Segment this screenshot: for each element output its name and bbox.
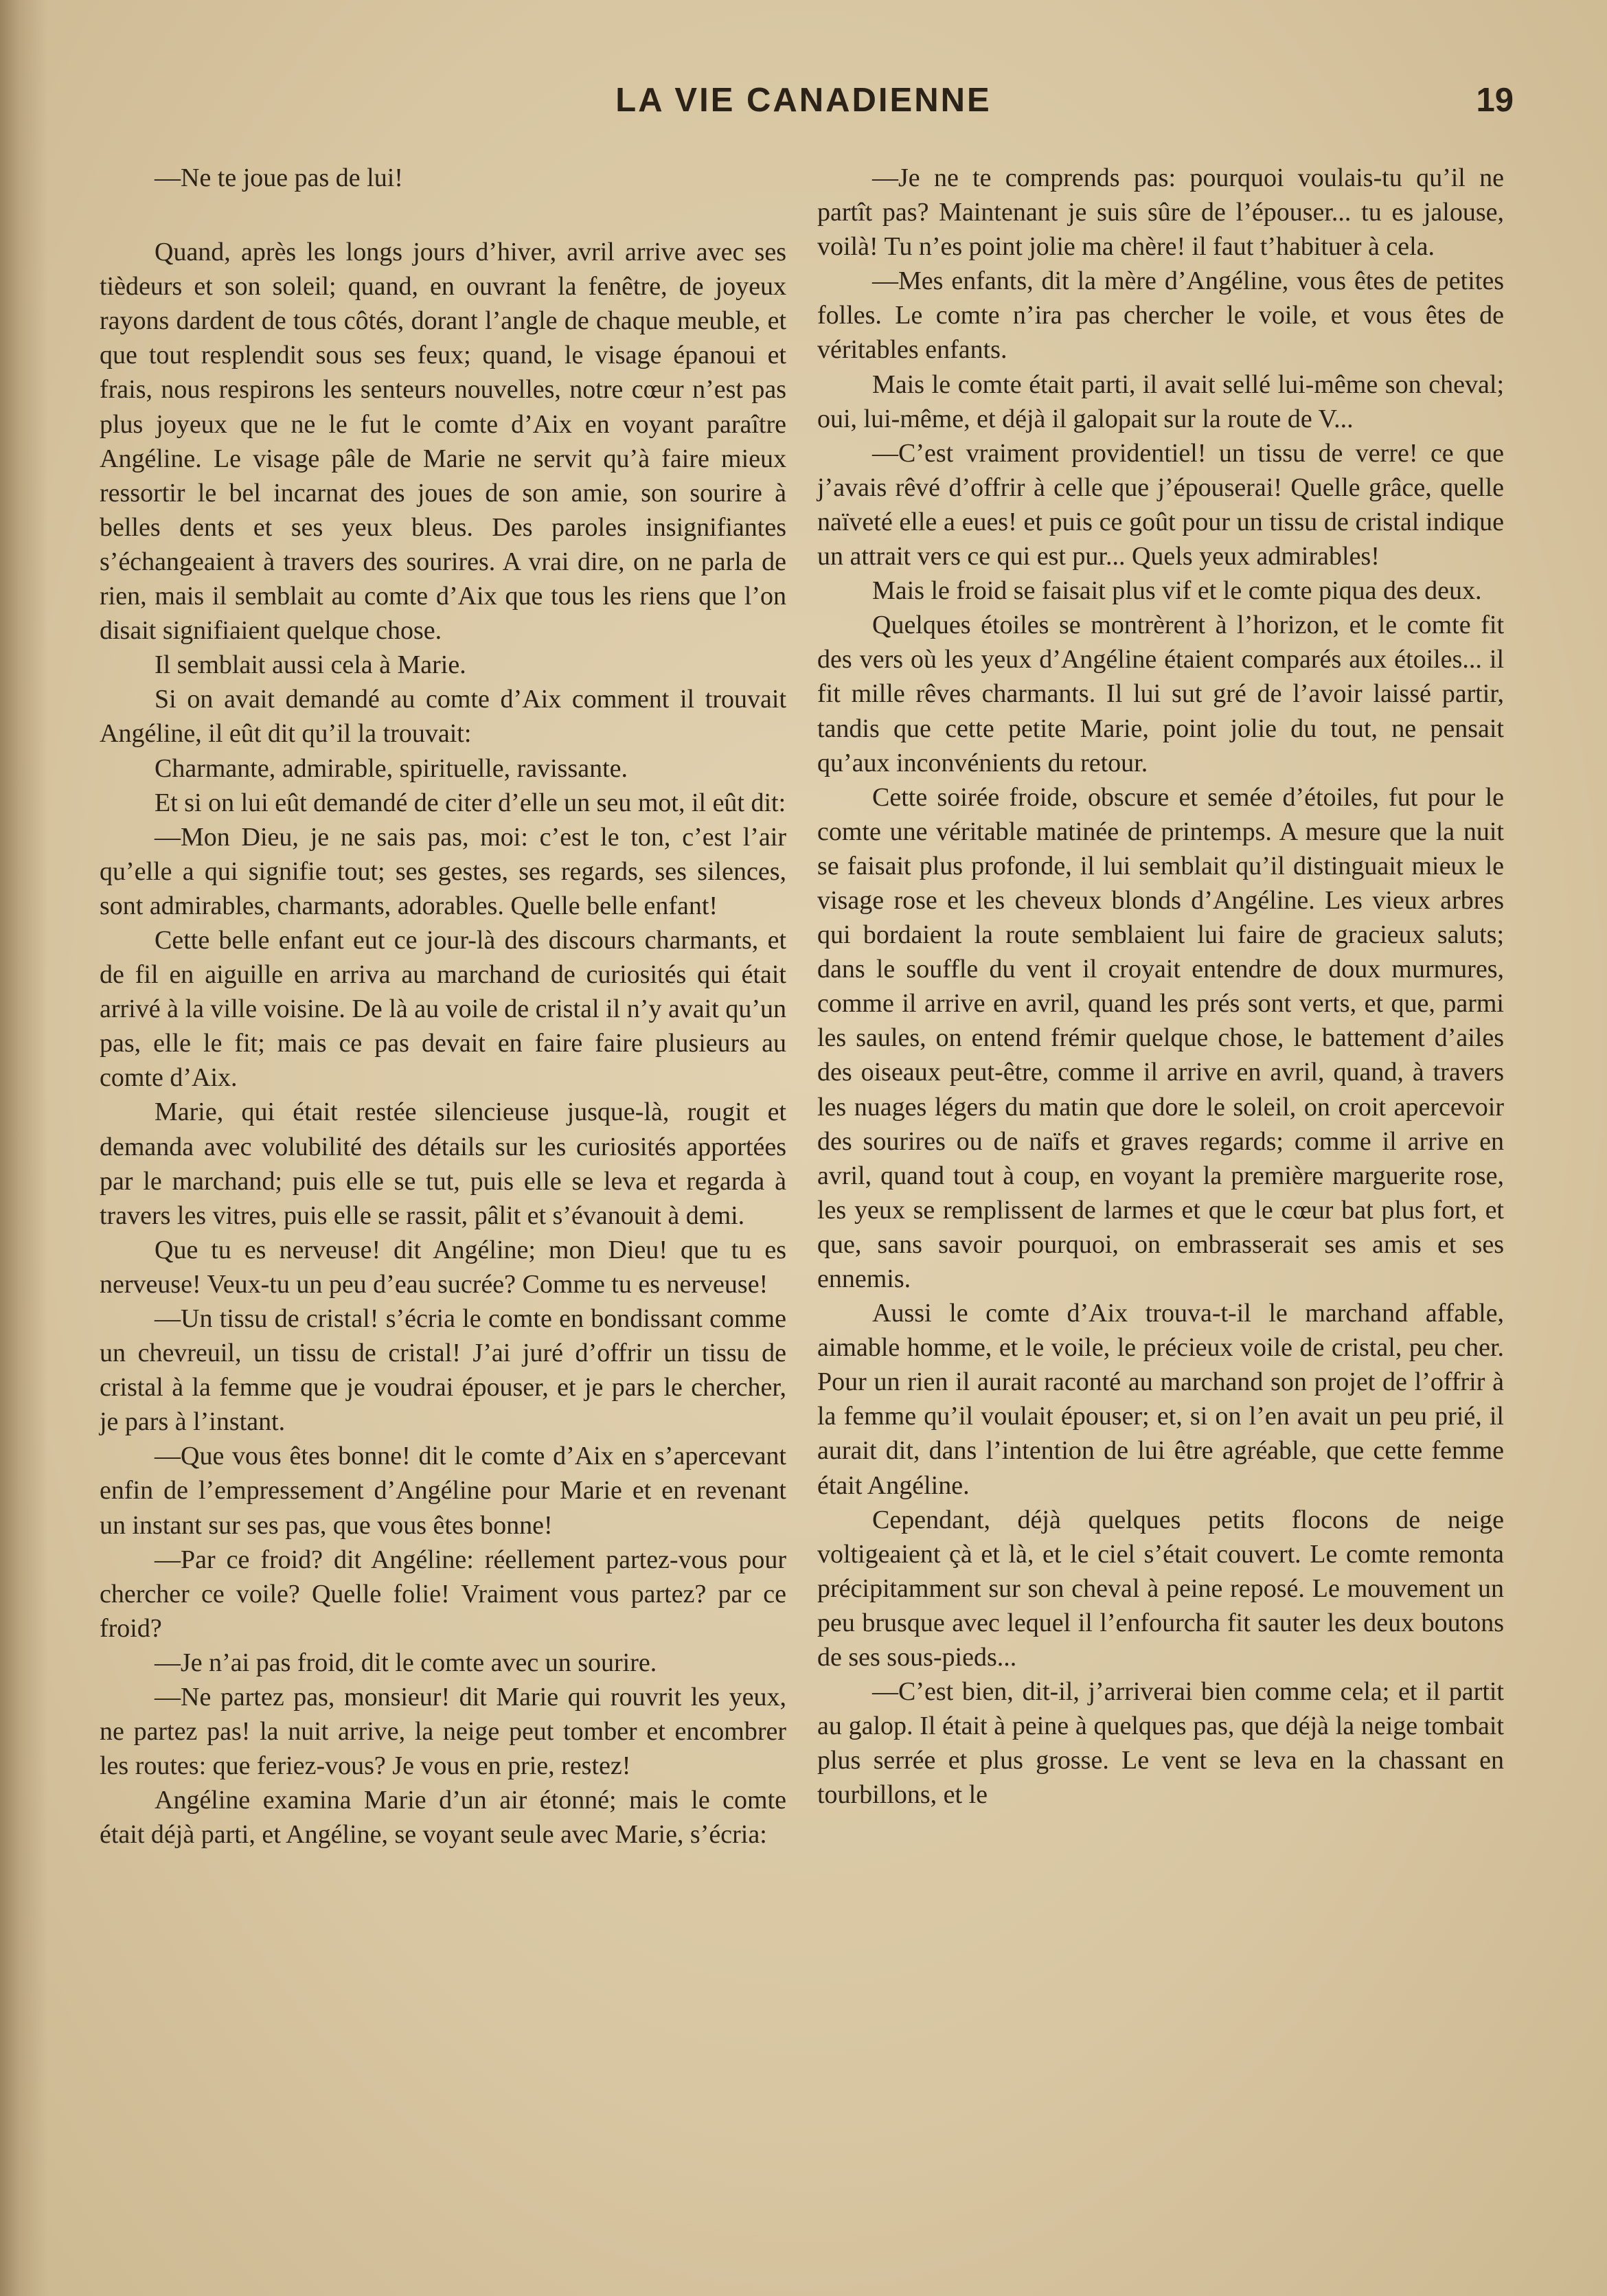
paragraph: Il semblait aussi cela à Marie. xyxy=(155,650,466,680)
paragraph: —C’est vraiment providentiel! un tissu de verre! ce que j’avais rêvé d’offrir à celle que j’épouserai! Quelle grâce, quelle naïveté elle a eues! et puis ce goût pour un tissu de cristal indique un attrait vers ce qui est pur... Quels yeux admirables! xyxy=(817,438,1504,571)
left-column xyxy=(100,161,786,1852)
paragraph: Mais le froid se faisait plus vif et le comte piqua des deux. xyxy=(872,576,1482,606)
paragraph: Marie, qui était restée silencieuse jusque-là, rougit et demanda avec volubilité des détails sur les curiosités apportées par le marchand; puis elle se tut, puis elle se leva et regarda à travers les vitres, puis elle se rassit, pâlit et s’évanouit à demi. xyxy=(100,1098,786,1230)
right-column xyxy=(817,161,1504,1812)
paragraph: Angéline examina Marie d’un air étonné; mais le comte était déjà parti, et Angéline, se voyant seule avec Marie, s’écria: xyxy=(100,1786,786,1850)
paragraph: —Je ne te comprends pas: pourquoi voulais-tu qu’il ne partît pas? Maintenant je suis sûre de l’épouser... tu es jalouse, voilà! Tu n’es point jolie ma chère! il faut t’habituer à cela. xyxy=(817,163,1504,262)
running-head xyxy=(0,81,1607,129)
paragraph: Que tu es nerveuse! dit Angéline; mon Dieu! que tu es nerveuse! Veux-tu un peu d’eau sucrée? Comme tu es nerveuse! xyxy=(100,1235,786,1299)
paragraph: —Ne partez pas, monsieur! dit Marie qui rouvrit les yeux, ne partez pas! la nuit arrive, la neige peut tomber et encombrer les routes: que feriez-vous? Je vous en prie, restez! xyxy=(100,1683,786,1781)
paragraph: Quelques étoiles se montrèrent à l’horizon, et le comte fit des vers où les yeux d’Angéline étaient comparés aux étoiles... il fit mille rêves charmants. Il lui sut gré de l’avoir laissé partir, tandis que cette petite Marie, point jolie du tout, ne pensait qu’aux inconvénients du retour. xyxy=(817,611,1504,777)
paragraph: Cette belle enfant eut ce jour-là des discours charmants, et de fil en aiguille en arriva au marchand de curiosités qui était arrivé à la ville voisine. De là au voile de cristal il n’y avait qu’un pas, elle le fit; mais ce pas devait en faire faire plusieurs au comte d’Aix. xyxy=(100,925,786,1093)
paragraph: —Ne te joue pas de lui! xyxy=(155,163,403,192)
paragraph: Quand, après les longs jours d’hiver, avril arrive avec ses tièdeurs et son soleil; quand, en ouvrant la fenêtre, de joyeux rayons dardent de tous côtés, dorant l’angle de chaque meuble, et que tout resplendit sous ses feux; quand, le visage épanoui et frais, nous respirons les senteurs nouvelles, notre cœur n’est pas plus joyeux que ne le fut le comte d’Aix en voyant paraître Angéline. Le visage pâle de Marie ne servit qu’à faire mieux ressortir le bel incarnat des joues de son amie, son sourire à belles dents et ses yeux bleus. Des paroles insignifiantes s’échangeaient à travers des sourires. A vrai dire, on ne parla de rien, mais il semblait au comte d’Aix que tous les riens que l’on disait signifiaient quelque chose. xyxy=(100,238,786,646)
paragraph: —Par ce froid? dit Angéline: réellement partez-vous pour chercher ce voile? Quelle folie! Vraiment vous partez? par ce froid? xyxy=(100,1545,786,1643)
paragraph: —C’est bien, dit-il, j’arriverai bien comme cela; et il partit au galop. Il était à peine à quelques pas, que déjà la neige tombait plus serrée et plus grosse. Le vent se leva en la chassant en tourbillons, et le xyxy=(817,1677,1504,1810)
paragraph: Aussi le comte d’Aix trouva-t-il le marchand affable, aimable homme, et le voile, le précieux voile de cristal, peu cher. Pour un rien il aurait raconté au marchand son projet de l’offrir à la femme qu’il voulait épouser; et, si on l’en avait un peu prié, il aurait dit, dans l’intention de lui être agréable, que cette femme était Angéline. xyxy=(817,1299,1504,1500)
paragraph: Cette soirée froide, obscure et semée d’étoiles, fut pour le comte une véritable matinée de printemps. A mesure que la nuit se faisait plus profonde, il lui semblait qu’il distinguait mieux le visage rose et les cheveux blonds d’Angéline. Les vieux arbres qui bordaient la route semblaient lui faire de gracieux saluts; dans le souffle du vent il croyait entendre de doux murmures, comme il arrive en avril, quand les prés sont verts, et que, parmi les saules, on entend frémir quelque chose, le battement d’ailes des oiseaux peut-être, comme il arrive en avril, quand, à travers les nuages légers du matin que dore le soleil, on croit apercevoir des sourires ou de naïfs et graves regards; comme il arrive en avril, quand tout à coup, en voyant la première marguerite rose, les yeux se remplissent de larmes et que le cœur bat plus fort, et que, sans savoir pourquoi, on embrasserait ses amis et ses ennemis. xyxy=(817,782,1504,1293)
paragraph: —Un tissu de cristal! s’écria le comte en bondissant comme un chevreuil, un tissu de cristal! J’ai juré d’offrir un tissu de cristal à la femme que je voudrai épouser, et je pars le chercher, je pars à l’instant. xyxy=(100,1304,786,1437)
paragraph: —Mon Dieu, je ne sais pas, moi: c’est le ton, c’est l’air qu’elle a qui signifie tout; ses gestes, ses regards, ses silences, sont admirables, charmants, adorables. Quelle belle enfant! xyxy=(100,822,786,920)
page-number: 19 xyxy=(1476,82,1514,119)
paragraph: —Je n’ai pas froid, dit le comte avec un sourire. xyxy=(155,1648,657,1677)
paragraph: Si on avait demandé au comte d’Aix comment il trouvait Angéline, il eût dit qu’il la trouvait: xyxy=(100,685,786,749)
paragraph: —Que vous êtes bonne! dit le comte d’Aix en s’apercevant enfin de l’empressement d’Angéline pour Marie et en revenant un instant sur ses pas, que vous êtes bonne! xyxy=(100,1442,786,1540)
paragraph: Charmante, admirable, spirituelle, ravissante. xyxy=(155,753,628,783)
paragraph: Cependant, déjà quelques petits flocons de neige voltigeaient çà et là, et le ciel s’était couvert. Le comte remonta précipitamment sur son cheval à peine reposé. Le mouvement un peu brusque avec lequel il l’enfourcha fit sauter les deux boutons de ses sous-pieds... xyxy=(817,1505,1504,1672)
page-spine-shadow xyxy=(0,0,48,2296)
paragraph: Mais le comte était parti, il avait sellé lui-même son cheval; oui, lui-même, et déjà il galopait sur la route de V... xyxy=(817,370,1504,433)
journal-title: LA VIE CANADIENNE xyxy=(615,82,992,119)
paragraph: —Mes enfants, dit la mère d’Angéline, vous êtes de petites folles. Le comte n’ira pas chercher le voile, et vous êtes de véritables enfants. xyxy=(817,266,1504,365)
paragraph: Et si on lui eût demandé de citer d’elle un seu mot, il eût dit: xyxy=(155,788,786,817)
